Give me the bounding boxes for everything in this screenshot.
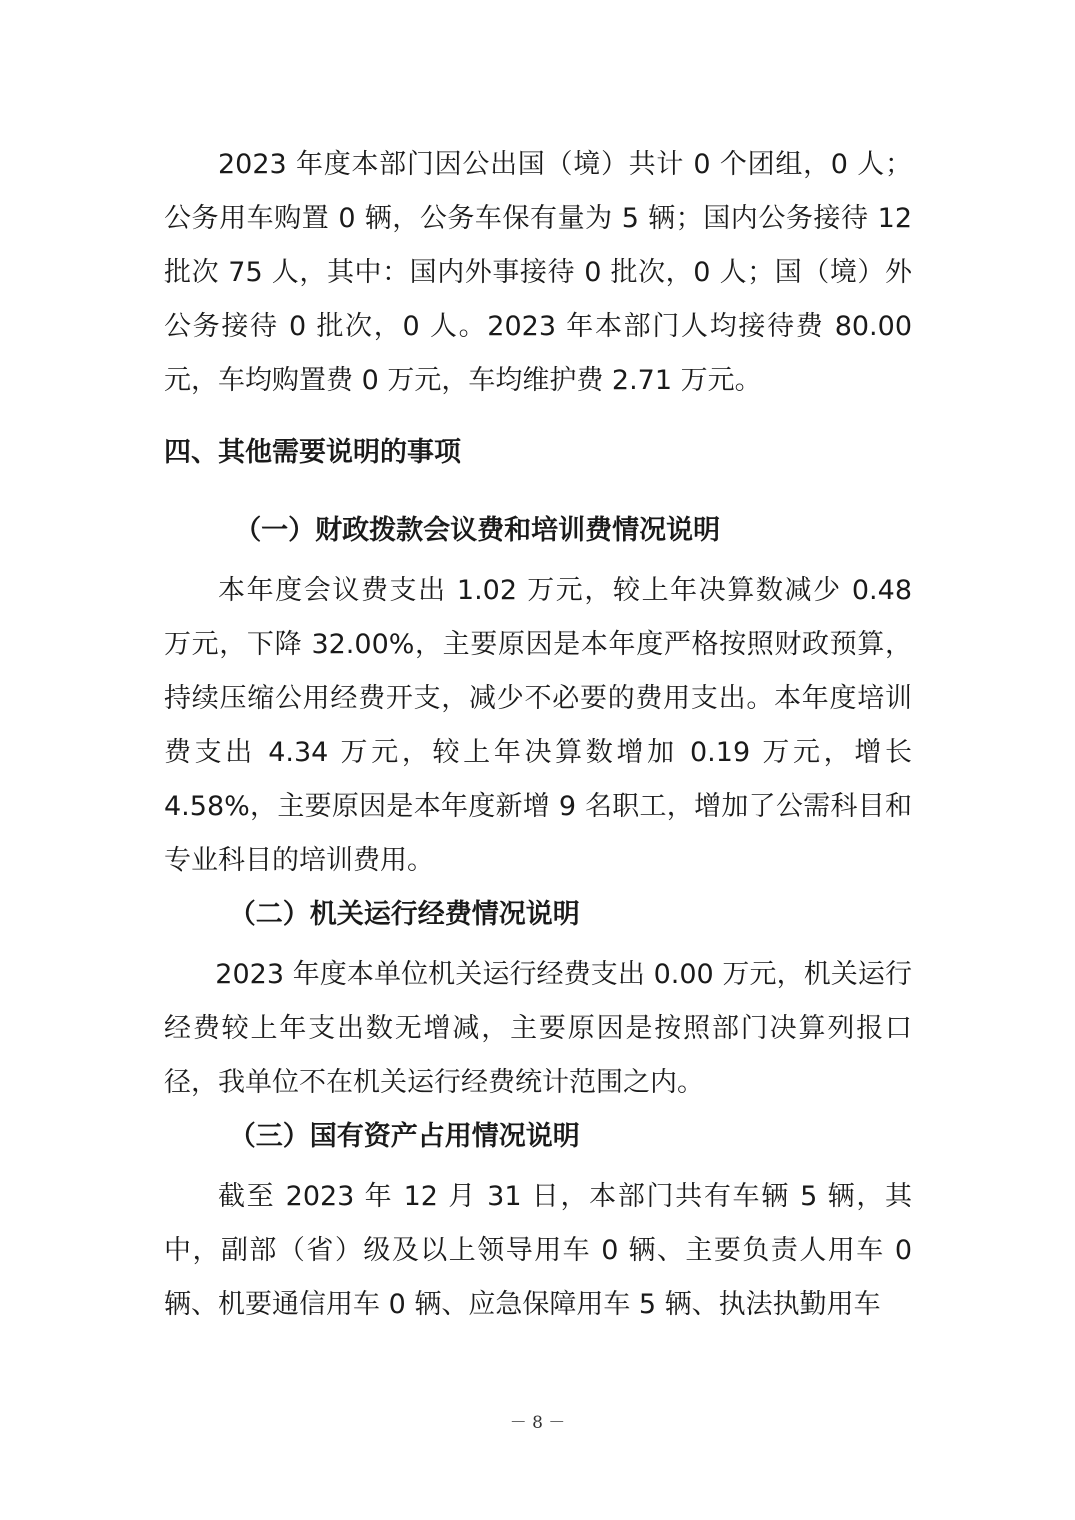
subheading-operating-expenses: （二）机关运行经费情况说明: [228, 899, 580, 930]
subheading-meeting-training-fees: （一）财政拨款会议费和培训费情况说明: [234, 515, 721, 546]
document-body: [164, 138, 912, 1332]
paragraph-meeting-training-fees: 本年度会议费支出 1.02 万元，较上年决算数减少 0.48 万元，下降 32.00%，主要原因是本年度严格按照财政预算，持续压缩公用经费开支，减少不必要的费用支出。本年度培训费支出 4.34 万元，较上年决算数增加 0.19 万元，增长 4.58%，主要原因是本年度新增 9 名职工，增加了公需科目和专业科目的培训费用。: [164, 575, 912, 876]
subheading-state-assets: （三）国有资产占用情况说明: [228, 1121, 580, 1152]
paragraph-operating-expenses: 2023 年度本单位机关运行经费支出 0.00 万元，机关运行经费较上年支出数无增减，主要原因是按照部门决算列报口径，我单位不在机关运行经费统计范围之内。: [164, 959, 912, 1098]
page-number: － 8 －: [509, 1413, 566, 1433]
section-heading-other-matters: 四、其他需要说明的事项: [164, 437, 461, 468]
paragraph-state-assets: 截至 2023 年 12 月 31 日，本部门共有车辆 5 辆，其中，副部（省）级及以上领导用车 0 辆、主要负责人用车 0 辆、机要通信用车 0 辆、应急保障用车 5 辆、执法执勤用车: [164, 1181, 912, 1320]
paragraph-overseas-vehicles-reception: 2023 年度本部门因公出国（境）共计 0 个团组，0 人；公务用车购置 0 辆，公务车保有量为 5 辆；国内公务接待 12 批次 75 人，其中：国内外事接待 0 批次，0 人；国（境）外公务接待 0 批次，0 人。2023 年本部门人均接待费 80.00 元，车均购置费 0 万元，车均维护费 2.71 万元。: [164, 149, 912, 396]
